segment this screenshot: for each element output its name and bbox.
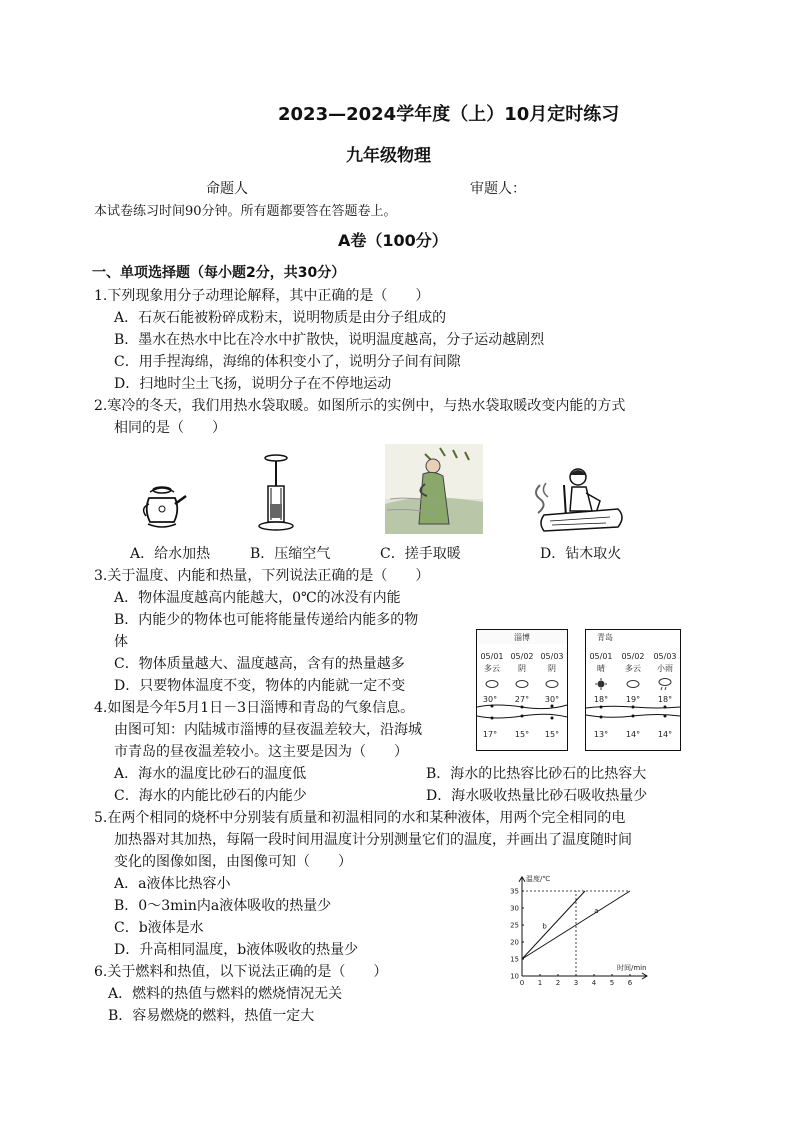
- qingdao-date-1: 05/01: [589, 652, 613, 661]
- q2-option-a: A．给水加热: [130, 546, 211, 562]
- q5-option-b: B．0～3min内a液体吸收的热量少: [114, 898, 332, 914]
- q3-option-c: C．物体质量越大、温度越高，含有的热量越多: [114, 656, 405, 672]
- y-tick-label: 25: [510, 921, 519, 930]
- exam-title: 2023—2024学年度（上）10月定时练习: [278, 104, 620, 125]
- q5-option-d: D．升高相同温度，b液体吸收的热量少: [114, 942, 359, 958]
- q5-stem-line2: 加热器对其加热，每隔一段时间用温度计分别测量它们的温度，并画出了温度随时间: [114, 832, 632, 848]
- y-tick-label: 10: [510, 972, 519, 981]
- zibo-cond-3: 阴: [548, 664, 556, 673]
- y-tick-label: 20: [510, 938, 519, 947]
- reviewer-label: 审题人：: [470, 181, 526, 197]
- y-axis-label: 温度/℃: [526, 874, 551, 883]
- zibo-date-2: 05/02: [510, 652, 534, 661]
- x-axis-label: 时间/min: [617, 964, 647, 972]
- air-compression-image: [256, 452, 296, 532]
- q3-option-d: D．只要物体温度不变，物体的内能就一定不变: [114, 678, 406, 694]
- zibo-high-3: 30°: [544, 695, 560, 704]
- y-tick-label: 15: [510, 955, 519, 964]
- q4-option-b: B．海水的比热容比砂石的比热容大: [426, 766, 647, 782]
- weather-panel-zibo: [476, 629, 568, 751]
- q5-option-c: C．b液体是水: [114, 920, 204, 936]
- temperature-time-chart: [496, 852, 676, 992]
- q2-option-d: D．钻木取火: [540, 546, 622, 562]
- q5-stem-line3: 变化的图像如图，由图像可知（ ）: [114, 854, 352, 870]
- zibo-cond-2: 阴: [518, 664, 526, 673]
- q5-stem-line1: 5.在两个相同的烧杯中分别装有质量和初温相同的水和某种液体，用两个完全相同的电: [94, 810, 626, 826]
- q4-stem-line1: 4.如图是今年5月1日－3日淄博和青岛的气象信息。: [94, 700, 415, 716]
- q2-option-b: B．压缩空气: [250, 546, 331, 562]
- volume-title: A卷（100分）: [338, 231, 448, 250]
- x-tick-label: 5: [609, 979, 615, 987]
- q6-option-b: B．容易燃烧的燃料，热值一定大: [108, 1008, 315, 1024]
- x-tick-label: 1: [537, 979, 543, 987]
- x-tick-label: 2: [555, 979, 561, 987]
- zibo-low-2: 15°: [514, 730, 530, 739]
- zibo-high-1: 30°: [482, 695, 498, 704]
- q3-stem: 3.关于温度、内能和热量，下列说法正确的是（ ）: [94, 568, 430, 584]
- q3-option-b: B．内能少的物体也可能将能量传递给内能多的物: [114, 612, 419, 628]
- q6-stem: 6.关于燃料和热值，以下说法正确的是（ ）: [94, 964, 388, 980]
- q1-option-a: A．石灰石能被粉碎成粉末，说明物质是由分子组成的: [114, 310, 447, 326]
- x-tick-label: 3: [573, 979, 579, 987]
- q3-option-b-cont: 体: [114, 634, 128, 650]
- section-heading: 一、单项选择题（每小题2分，共30分）: [92, 265, 346, 281]
- qingdao-city: 青岛: [597, 633, 613, 642]
- q4-stem-line2: 由图可知：内陆城市淄博的昼夜温差较大，沿海城: [114, 722, 422, 738]
- zibo-city: 淄博: [514, 633, 530, 642]
- x-tick-label: 6: [627, 979, 633, 987]
- qingdao-low-1: 13°: [593, 730, 609, 739]
- zibo-date-1: 05/01: [480, 652, 504, 661]
- qingdao-high-1: 18°: [593, 695, 609, 704]
- author-label: 命题人: [206, 181, 248, 197]
- zibo-low-3: 15°: [544, 730, 560, 739]
- q1-option-c: C．用手捏海绵，海绵的体积变小了，说明分子间有间隙: [114, 354, 461, 370]
- zibo-high-2: 27°: [514, 695, 530, 704]
- qingdao-cond-1: 晴: [597, 664, 605, 673]
- qingdao-low-2: 14°: [625, 730, 641, 739]
- series-label-a: a: [594, 906, 599, 915]
- q4-option-c: C．海水的内能比砂石的内能少: [114, 788, 307, 804]
- q2-option-c: C．搓手取暖: [380, 546, 461, 562]
- q1-option-b: B．墨水在热水中比在冷水中扩散快，说明温度越高，分子运动越剧烈: [114, 332, 545, 348]
- qingdao-cond-2: 多云: [625, 664, 641, 673]
- series-label-b: b: [542, 922, 547, 931]
- q4-option-a: A．海水的温度比砂石的温度低: [114, 766, 307, 782]
- q5-option-a: A．a液体比热容小: [114, 876, 231, 892]
- qingdao-low-3: 14°: [657, 730, 673, 739]
- qingdao-cond-3: 小雨: [657, 664, 673, 673]
- q2-stem-line1: 2.寒冷的冬天，我们用热水袋取暖。如图所示的实例中，与热水袋取暖改变内能的方式: [94, 398, 626, 414]
- q1-stem: 1.下列现象用分子动理论解释，其中正确的是（ ）: [94, 288, 430, 304]
- q3-option-a: A．物体温度越高内能越大，0℃的冰没有内能: [114, 590, 401, 606]
- zibo-date-3: 05/03: [540, 652, 564, 661]
- y-tick-label: 35: [510, 887, 519, 896]
- qingdao-high-3: 18°: [657, 695, 673, 704]
- q4-stem-line3: 市青岛的昼夜温差较小。这主要是因为（ ）: [114, 744, 408, 760]
- rubbing-hands-image: [385, 444, 483, 534]
- qingdao-high-2: 19°: [625, 695, 641, 704]
- q1-option-d: D．扫地时尘土飞扬，说明分子在不停地运动: [114, 376, 392, 392]
- subject-title: 九年级物理: [346, 146, 431, 166]
- zibo-low-1: 17°: [482, 730, 498, 739]
- drilling-wood-image: [530, 465, 630, 535]
- q2-stem-line2: 相同的是（ ）: [114, 420, 226, 436]
- qingdao-date-2: 05/02: [621, 652, 645, 661]
- instructions: 本试卷练习时间90分钟。所有题都要答在答题卷上。: [94, 204, 397, 219]
- q4-option-d: D．海水吸收热量比砂石吸收热量少: [426, 788, 648, 804]
- weather-panel-qingdao: [585, 629, 681, 751]
- q6-option-a: A．燃料的热值与燃料的燃烧情况无关: [108, 986, 343, 1002]
- y-tick-label: 30: [510, 904, 519, 913]
- zibo-cond-1: 多云: [484, 664, 500, 673]
- kettle-image: [140, 480, 190, 530]
- x-tick-label: 0: [519, 979, 525, 987]
- qingdao-date-3: 05/03: [653, 652, 677, 661]
- x-tick-label: 4: [591, 979, 597, 987]
